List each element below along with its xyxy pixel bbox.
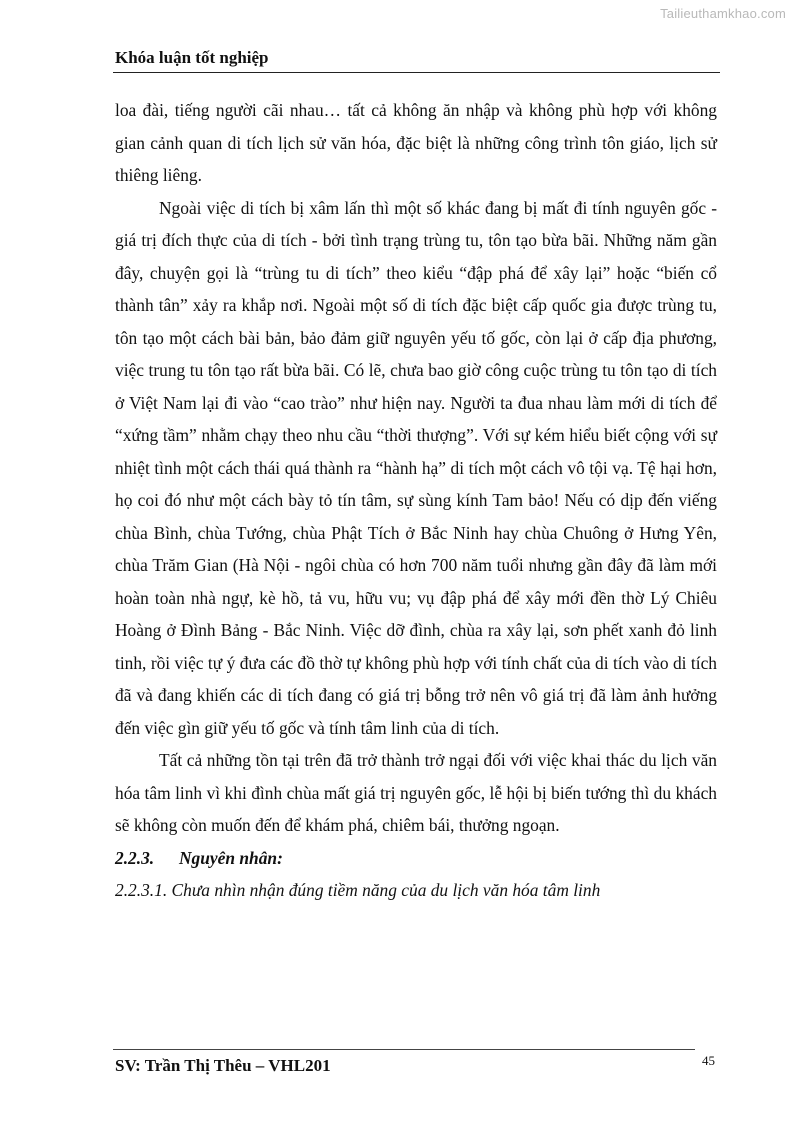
subsection-heading: 2.2.3.1. Chưa nhìn nhận đúng tiềm năng của du lịch văn hóa tâm linh	[115, 880, 601, 900]
footer-divider	[113, 1049, 695, 1050]
watermark: Tailieuthamkhao.com	[660, 6, 786, 21]
paragraph-continued: loa đài, tiếng người cãi nhau… tất cả không ăn nhập và không phù hợp với không gian cảnh quan di tích lịch sử văn hóa, đặc biệt là những công trình tôn giáo, lịch sử thiêng liêng.	[115, 100, 717, 185]
paragraph: Tất cả những tồn tại trên đã trở thành trở ngại đối với việc khai thác du lịch văn hóa tâm linh vì khi đình chùa mất giá trị nguyên gốc, lễ hội bị biến tướng thì du khách sẽ không còn muốn đến để khám phá, chiêm bái, thưởng ngoạn.	[115, 750, 717, 835]
section-title: Nguyên nhân:	[179, 847, 283, 868]
paragraph: Ngoài việc di tích bị xâm lấn thì một số khác đang bị mất đi tính nguyên gốc - giá trị đích thực của di tích - bởi tình trạng trùng tu, tôn tạo bừa bãi. Những năm gần đây, chuyện gọi là “trùng tu di tích” theo kiểu “đập phá để xây lại” hoặc “biến cổ thành tân” xảy ra khắp nơi. Ngoài một số di tích đặc biệt cấp quốc gia được trùng tu, tôn tạo một cách bài bản, bảo đảm giữ nguyên yếu tố gốc, còn lại ở cấp địa phương, việc trung tu tôn tạo rất bừa bãi. Có lẽ, chưa bao giờ công cuộc trùng tu tôn tạo di tích ở Việt Nam lại đi vào “cao trào” như hiện nay. Người ta đua nhau làm mới di tích để “xứng tầm” nhằm chạy theo nhu cầu “thời thượng”. Với sự kém hiểu biết cộng với sự nhiệt tình một cách thái quá thành ra “hành hạ” di tích một cách vô tội vạ. Tệ hại hơn, họ coi đó như một cách bày tỏ tín tâm, sự sùng kính Tam bảo! Nếu có dịp đến viếng chùa Bình, chùa Tướng, chùa Phật Tích ở Bắc Ninh hay chùa Chuông ở Hưng Yên, chùa Trăm Gian (Hà Nội - ngôi chùa có hơn 700 năm tuổi nhưng gần đây đã làm mới hoàn toàn nhà ngự, kè hồ, tả vu, hữu vu; vụ đập phá để xây mới đền thờ Lý Chiêu Hoàng ở Đình Bảng - Bắc Ninh. Việc dỡ đình, chùa ra xây lại, sơn phết xanh đỏ linh tinh, rồi việc tự ý đưa các đồ thờ tự không phù hợp với tính chất của di tích vào di tích đã và đang khiến các di tích đang có giá trị bỗng trở nên vô giá trị đã làm ảnh hưởng đến việc gìn giữ yếu tố gốc và tính tâm linh của di tích.	[115, 197, 717, 738]
page-header-title: Khóa luận tốt nghiệp	[115, 48, 269, 67]
document-body	[115, 94, 717, 907]
footer-author: SV: Trần Thị Thêu – VHL201	[115, 1056, 331, 1075]
page-number: 45	[702, 1053, 715, 1068]
section-number: 2.2.3.	[115, 847, 155, 868]
section-heading	[115, 842, 717, 875]
header-divider	[113, 72, 720, 73]
